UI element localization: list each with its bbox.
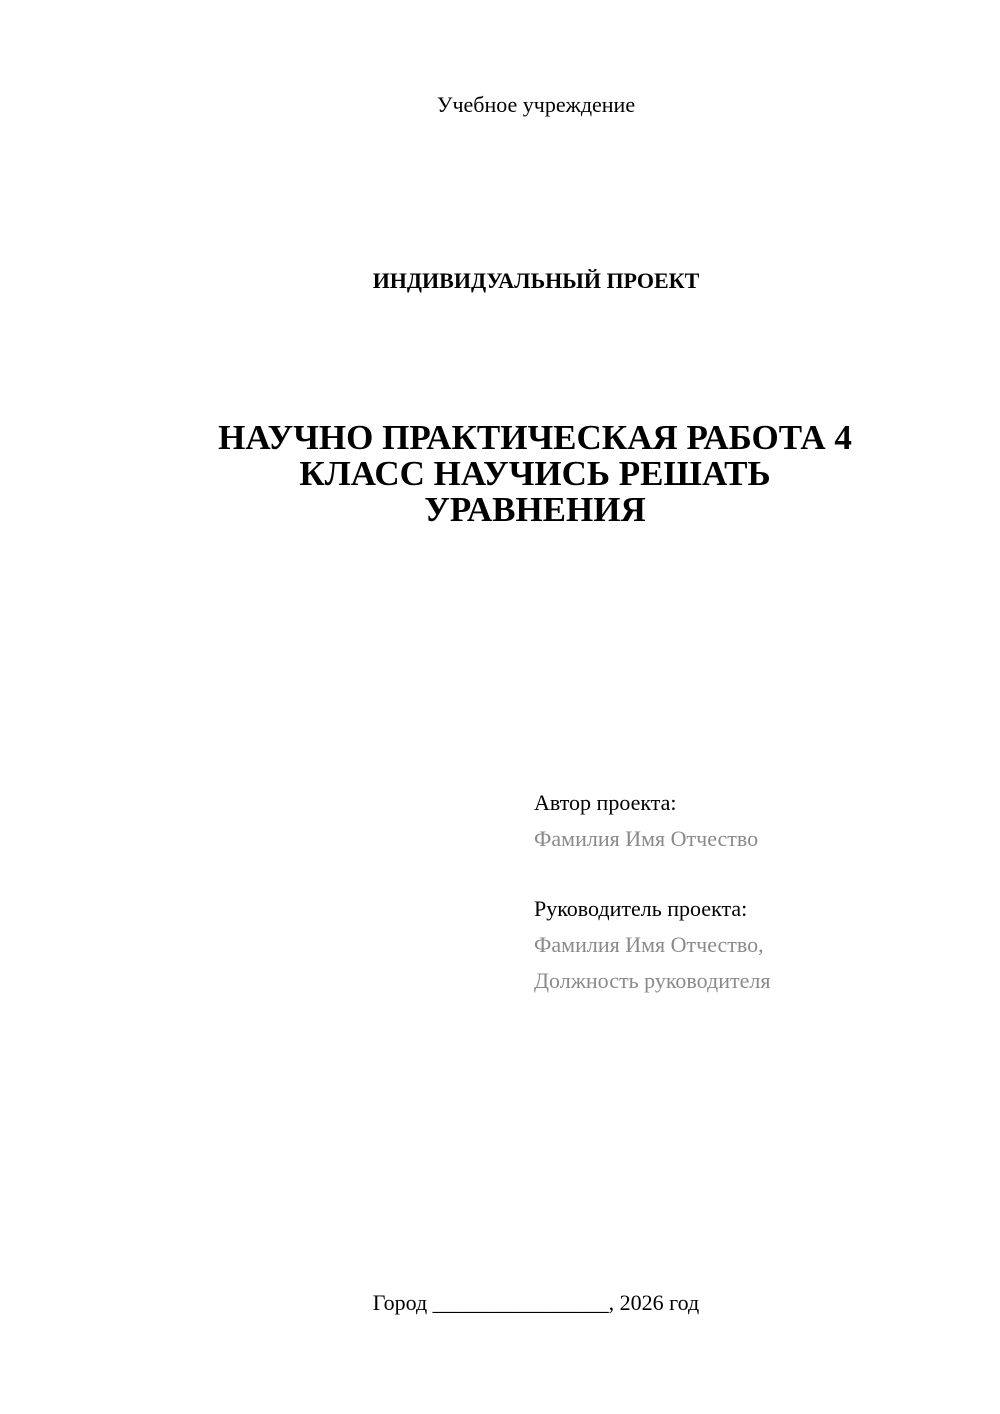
author-name: Фамилия Имя Отчество xyxy=(534,826,759,851)
project-title-line: КЛАСС НАУЧИСЬ РЕШАТЬ xyxy=(299,454,771,493)
author-label: Автор проекта: xyxy=(534,790,677,815)
credits-spacer xyxy=(534,857,974,891)
project-title xyxy=(170,420,900,528)
institution-name: Учебное учреждение xyxy=(436,92,636,117)
project-credits xyxy=(534,785,974,999)
supervisor-label: Руководитель проекта: xyxy=(534,896,748,921)
city-year-line: Город ________________, 2026 год xyxy=(372,1290,700,1315)
project-title-line: УРАВНЕНИЯ xyxy=(424,490,646,529)
supervisor-name: Фамилия Имя Отчество, xyxy=(534,932,764,957)
project-title-line: НАУЧНО ПРАКТИЧЕСКАЯ РАБОТА 4 xyxy=(218,418,852,457)
document-type: ИНДИВИДУАЛЬНЫЙ ПРОЕКТ xyxy=(372,268,700,293)
supervisor-position: Должность руководителя xyxy=(534,968,771,993)
